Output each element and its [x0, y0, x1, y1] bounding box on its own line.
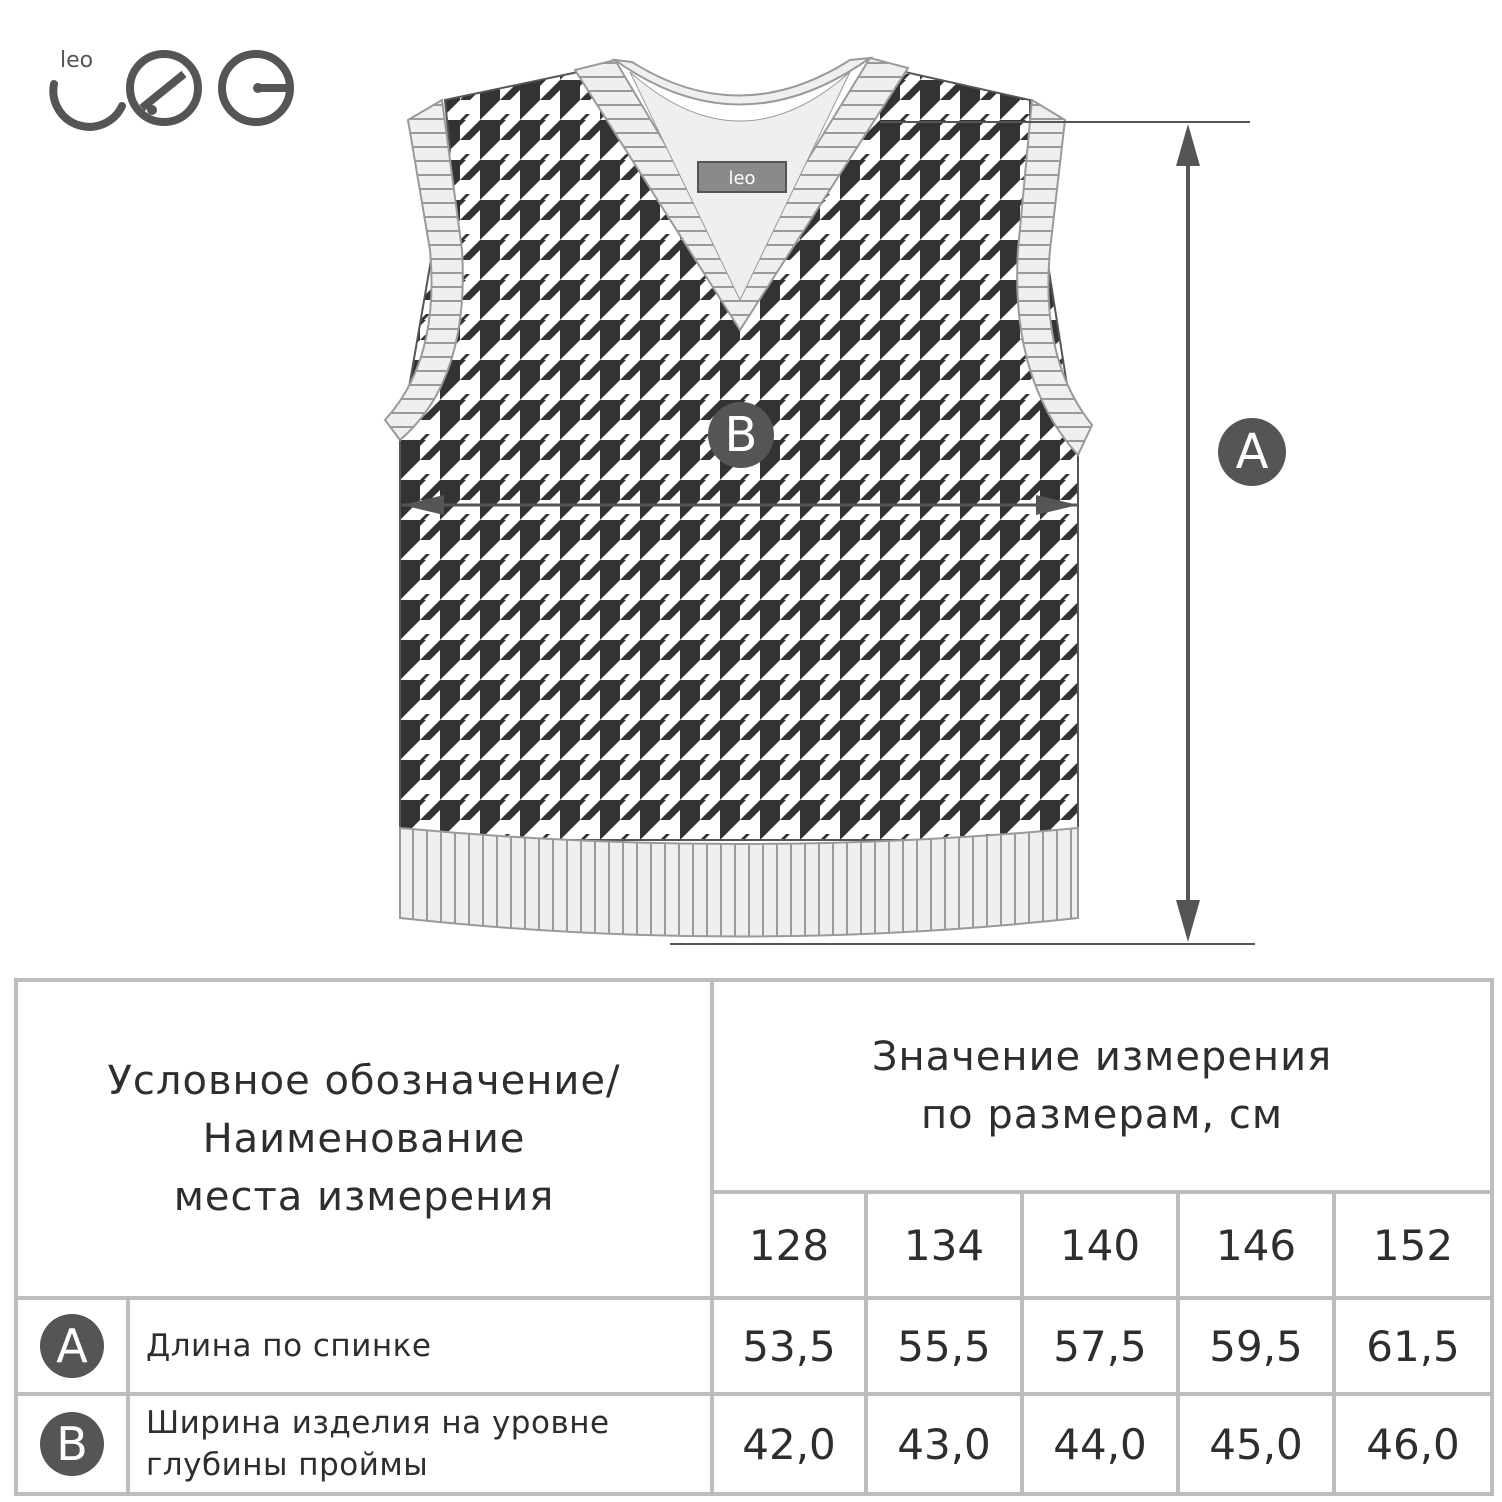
- dimension-a-arrow-bottom: [1176, 900, 1200, 942]
- row-a-name: [128, 1298, 712, 1394]
- row-b-name: [128, 1394, 712, 1494]
- label-a-badge: A: [1218, 418, 1286, 486]
- row-a-name-line-1: Длина по спинке: [146, 1328, 432, 1364]
- size-134: 134: [866, 1192, 1022, 1298]
- row-b-value-140: 44,0: [1022, 1394, 1178, 1494]
- row-b-symbol: [16, 1394, 128, 1494]
- header-left-line-1: Условное обозначение/: [107, 1058, 621, 1104]
- row-b-name-line-2: глубины проймы: [146, 1447, 429, 1483]
- row-b-value-146: 45,0: [1178, 1394, 1334, 1494]
- header-right-line-2: по размерам, см: [921, 1092, 1283, 1138]
- row-b-value-128: 42,0: [712, 1394, 866, 1494]
- header-left-line-3: места измерения: [173, 1174, 555, 1220]
- hem-band: [400, 828, 1078, 937]
- row-a-value-140: 57,5: [1022, 1298, 1178, 1394]
- row-a-badge: A: [40, 1314, 104, 1378]
- dimension-a-arrow-top: [1176, 124, 1200, 166]
- table-row: [16, 1298, 1492, 1394]
- header-measurement: [712, 980, 1492, 1192]
- label-b-badge: B: [708, 402, 774, 468]
- row-a-value-128: 53,5: [712, 1298, 866, 1394]
- size-140: 140: [1022, 1192, 1178, 1298]
- header-right-line-1: Значение измерения: [871, 1034, 1333, 1080]
- row-b-value-152: 46,0: [1334, 1394, 1492, 1494]
- row-b-badge: B: [40, 1412, 104, 1476]
- size-128: 128: [712, 1192, 866, 1298]
- row-a-value-134: 55,5: [866, 1298, 1022, 1394]
- row-a-value-152: 61,5: [1334, 1298, 1492, 1394]
- row-b-value-134: 43,0: [866, 1394, 1022, 1494]
- header-designation: [16, 980, 712, 1298]
- logo-sub-text: leo: [60, 48, 94, 73]
- row-b-name-line-1: Ширина изделия на уровне: [146, 1405, 610, 1441]
- row-a-value-146: 59,5: [1178, 1298, 1334, 1394]
- table-row: [16, 1394, 1492, 1494]
- size-table: [14, 978, 1494, 1496]
- size-146: 146: [1178, 1192, 1334, 1298]
- size-152: 152: [1334, 1192, 1492, 1298]
- svg-text:leo: leo: [728, 168, 756, 189]
- header-left-line-2: Наименование: [202, 1116, 526, 1162]
- row-a-symbol: [16, 1298, 128, 1394]
